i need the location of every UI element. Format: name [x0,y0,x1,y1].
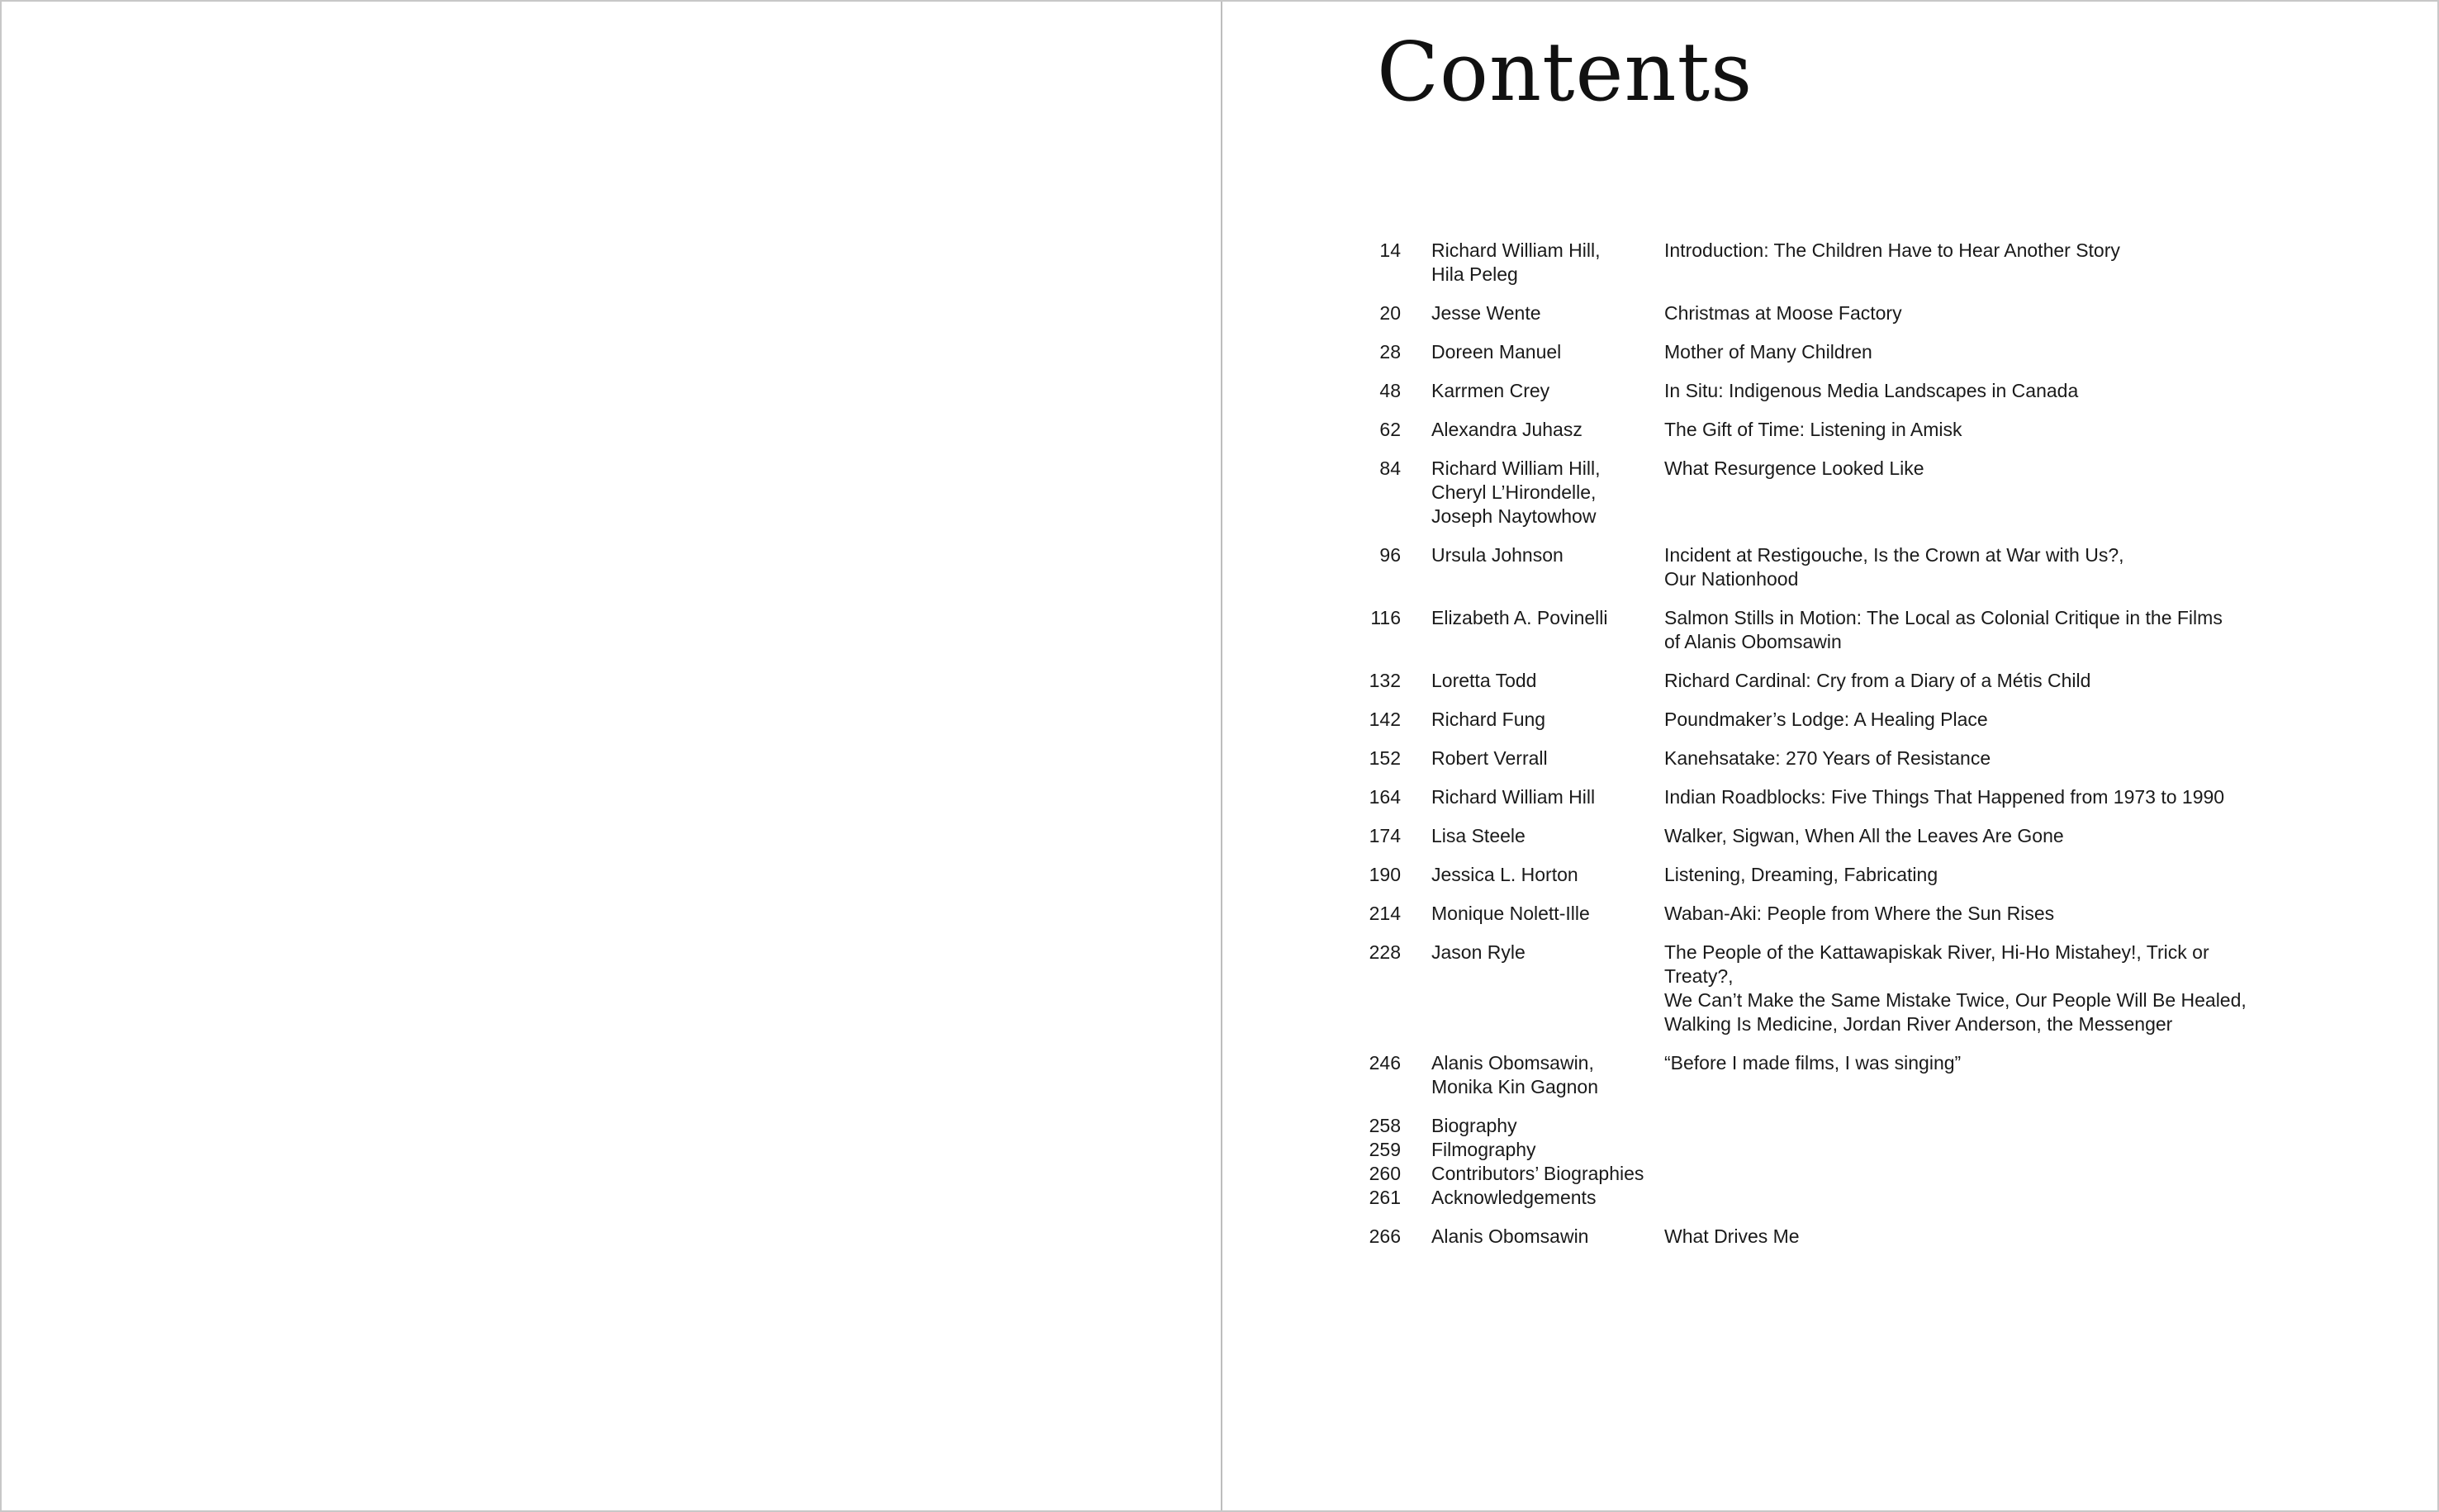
entry-title: Richard Cardinal: Cry from a Diary of a Métis Child [1664,670,2091,691]
entry-author: Loretta Todd [1431,670,1537,691]
entry-author: Monique Nolett-Ille [1431,903,1590,924]
page-number: 96 [1379,544,1401,566]
page-number: 214 [1369,903,1401,924]
entry-author: Jason Ryle [1431,941,1526,963]
entry-author: Richard William Hill, Cheryl L’Hirondelle, Joseph Naytowhow [1431,457,1601,527]
entry-title: Walker, Sigwan, When All the Leaves Are Gone [1664,825,2064,846]
toc-closing [1356,1225,2281,1249]
entry-author: Karrmen Crey [1431,380,1550,401]
entry-author: Elizabeth A. Povinelli [1431,607,1608,628]
toc-entry [1356,1051,2281,1099]
toc-entry [1356,239,2281,287]
entry-title: Mother of Many Children [1664,341,1872,363]
entry-label: Biography [1431,1115,1517,1136]
toc-entry [1356,747,2281,770]
page-number: 28 [1379,341,1401,363]
entry-title: What Drives Me [1664,1225,1800,1247]
toc-entry [1356,457,2281,528]
table-of-contents [1356,239,2281,1263]
entry-title: In Situ: Indigenous Media Landscapes in Canada [1664,380,2079,401]
page-number: 48 [1379,380,1401,401]
page-number: 164 [1369,786,1401,808]
contents-heading: Contents [1377,26,1753,120]
page-number: 174 [1369,825,1401,846]
entry-title: Listening, Dreaming, Fabricating [1664,864,1938,885]
toc-entry [1356,785,2281,809]
toc-entry [1356,824,2281,848]
entry-title: What Resurgence Looked Like [1664,457,1924,479]
entry-author: Richard Fung [1431,709,1546,730]
entry-author: Robert Verrall [1431,747,1548,769]
page-number: 259 [1369,1139,1401,1160]
page-number: 228 [1369,941,1401,963]
page-number: 20 [1379,302,1401,324]
entry-title: Incident at Restigouche, Is the Crown at War with Us?, Our Nationhood [1664,544,2124,590]
toc-back-matter [1356,1114,2281,1210]
entry-author: Lisa Steele [1431,825,1526,846]
toc-entry [1356,606,2281,654]
entry-title: Waban-Aki: People from Where the Sun Rises [1664,903,2055,924]
entry-author: Richard William Hill, Hila Peleg [1431,239,1601,285]
entry-title: The Gift of Time: Listening in Amisk [1664,419,1962,440]
toc-entry [1356,301,2281,325]
toc-entry [1356,543,2281,591]
entry-author: Jesse Wente [1431,302,1541,324]
entry-title: Kanehsatake: 270 Years of Resistance [1664,747,1991,769]
entry-author: Jessica L. Horton [1431,864,1578,885]
toc-entry [1356,902,2281,926]
back-matter-entry [1356,1162,2281,1186]
back-matter-entry [1356,1138,2281,1162]
page-number: 152 [1369,747,1401,769]
entry-label: Filmography [1431,1139,1536,1160]
toc-entry [1356,340,2281,364]
toc-entry [1356,941,2281,1036]
entry-title: Indian Roadblocks: Five Things That Happened from 1973 to 1990 [1664,786,2225,808]
page-number: 62 [1379,419,1401,440]
entry-title: “Before I made films, I was singing” [1664,1052,1962,1074]
toc-entry [1356,418,2281,442]
page-number: 142 [1369,709,1401,730]
entry-author: Alexandra Juhasz [1431,419,1583,440]
entry-title: Poundmaker’s Lodge: A Healing Place [1664,709,1988,730]
page-number: 132 [1369,670,1401,691]
entry-author: Richard William Hill [1431,786,1596,808]
page-number: 116 [1370,607,1401,628]
toc-entry-closing [1356,1225,2281,1249]
page-number: 258 [1369,1115,1401,1136]
entry-title: The People of the Kattawapiskak River, Hi-Ho Mistahey!, Trick or Treaty?, We Can’t Make the Same Mistake Twice, Our People Will Be Healed, Walking Is Medicine, Jordan River Anderson, the Messenger [1664,941,2247,1035]
entry-label: Acknowledgements [1431,1187,1597,1208]
page-number: 14 [1379,239,1401,261]
back-matter-entry [1356,1114,2281,1138]
left-page-blank [2,2,1221,1510]
entry-author: Alanis Obomsawin, Monika Kin Gagnon [1431,1052,1599,1097]
toc-entry [1356,863,2281,887]
toc-entry [1356,708,2281,732]
page-number: 84 [1379,457,1401,479]
entry-label: Contributors’ Biographies [1431,1163,1644,1184]
page-number: 190 [1369,864,1401,885]
page-number: 261 [1369,1187,1401,1208]
entry-title: Salmon Stills in Motion: The Local as Colonial Critique in the Films of Alanis Obomsawin [1664,607,2223,652]
toc-entry [1356,669,2281,693]
entry-author: Alanis Obomsawin [1431,1225,1589,1247]
page-number: 260 [1369,1163,1401,1184]
entry-title: Introduction: The Children Have to Hear Another Story [1664,239,2120,261]
entry-author: Ursula Johnson [1431,544,1564,566]
toc-entries [1356,239,2281,1099]
entry-title: Christmas at Moose Factory [1664,302,1902,324]
toc-entry [1356,379,2281,403]
back-matter-entry [1356,1186,2281,1210]
entry-author: Doreen Manuel [1431,341,1562,363]
page-number: 246 [1369,1052,1401,1074]
page-number: 266 [1369,1225,1401,1247]
